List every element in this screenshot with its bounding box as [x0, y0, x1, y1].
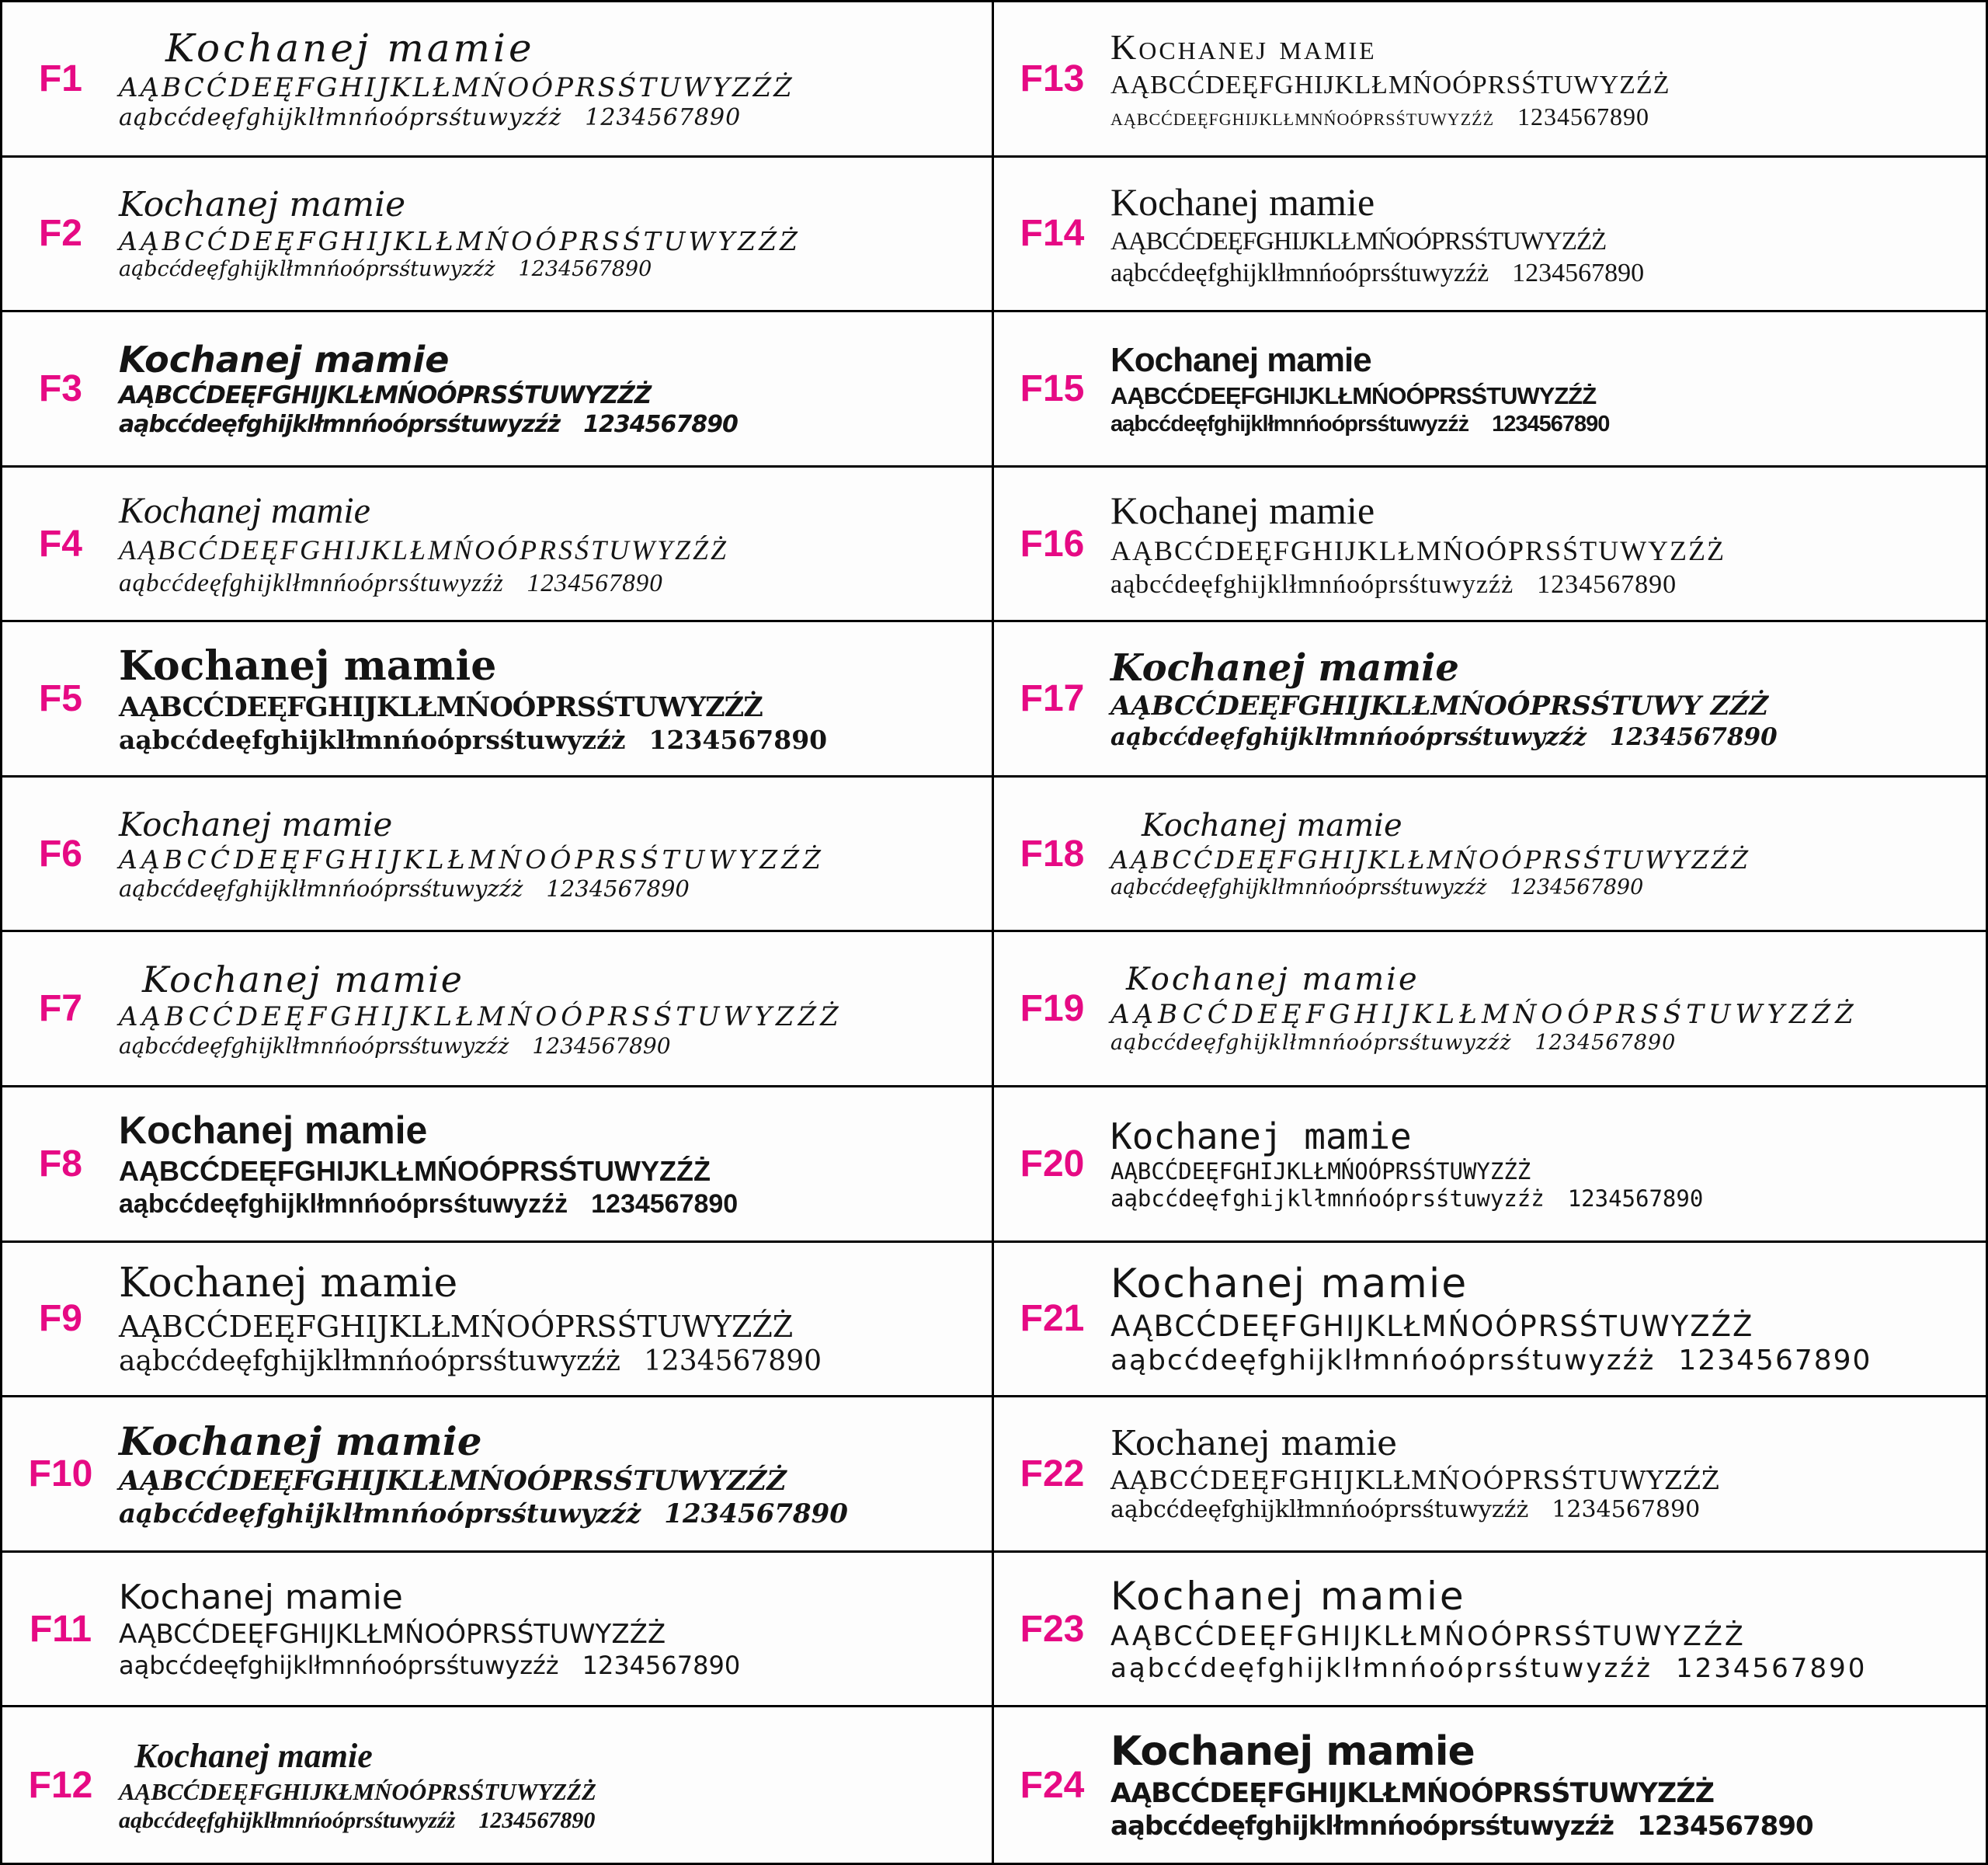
font-sample	[1110, 807, 1750, 901]
digits: 1234567890	[1637, 1810, 1813, 1842]
font-sample-cell-f8	[2, 1087, 994, 1243]
font-sample	[1110, 1573, 1867, 1686]
uppercase-alphabet: AĄBCĆDEĘFGHIJKLŁMŃOÓPRSŚTUWYZŹŻ	[119, 691, 763, 723]
uppercase-alphabet: AĄBCĆDEĘFGHIJKLŁMŃOÓPRSŚTUWYZŹŻ	[119, 71, 794, 103]
lowercase-line	[1110, 1031, 1858, 1056]
lowercase-line	[119, 725, 827, 756]
font-sample-cell-f3	[2, 312, 994, 468]
sample-title: Kochanej mamie	[1110, 645, 1459, 690]
font-sample	[1110, 179, 1644, 290]
lowercase-line	[1110, 257, 1644, 289]
sample-title: Kochanej mamie	[119, 339, 450, 381]
font-sample	[119, 642, 827, 755]
font-id-label: F11	[29, 1608, 92, 1650]
sample-title: Kochanej mamie	[119, 1578, 403, 1618]
font-sample-cell-f1	[2, 2, 994, 158]
lowercase-line	[119, 568, 728, 599]
uppercase-alphabet: AĄBCĆDEĘFGHIJKLŁMŃOÓPRSŚTUWYZŹŻ	[1110, 998, 1858, 1030]
digits: 1234567890	[582, 1651, 741, 1681]
font-id-label: F19	[1020, 988, 1085, 1030]
digits: 1234567890	[1512, 258, 1645, 287]
font-id-label: F5	[38, 678, 82, 720]
lowercase-line	[1110, 1653, 1867, 1685]
lowercase-alphabet: aąbcćdeęfghijklłmnńoóprsśtuwyzźż	[1110, 1653, 1653, 1685]
lowercase-alphabet: aąbcćdeęfghijklłmnńoóprsśtuwyzźż	[119, 1033, 509, 1060]
uppercase-alphabet: AĄBCĆDEĘFGHIJKLŁMŃOÓPRSŚTUWYZŹŻ	[119, 844, 825, 875]
font-id-label: F14	[1020, 213, 1085, 255]
font-sample	[1110, 961, 1858, 1056]
font-id-label: F20	[1020, 1143, 1085, 1185]
sample-title: Kochanej mamie	[1110, 1260, 1468, 1307]
lowercase-alphabet: aąbcćdeęfghijklłmnńoóprsśtuwyzźż	[1110, 722, 1587, 751]
uppercase-alphabet: AĄBCĆDEĘFGHIJKŁMŃOÓPRSŚTUWYZŹŻ	[119, 1777, 596, 1805]
sample-title: Kochanej mamie	[1110, 1728, 1475, 1776]
uppercase-alphabet: AĄBCĆDEĘFGHIJKLŁMŃOÓPRSŚTUWYZŹŻ	[1110, 534, 1726, 566]
uppercase-alphabet: AĄBCĆDEĘFGHIJKLŁMŃOÓPRSŚTUWY ZŹŻ	[1110, 691, 1769, 722]
lowercase-line	[1110, 1185, 1703, 1213]
digits: 1234567890	[1567, 1185, 1704, 1213]
font-id-label: F4	[38, 523, 82, 565]
font-id-label: F15	[1020, 367, 1085, 409]
font-id-label: F6	[38, 833, 82, 875]
lowercase-line	[119, 104, 794, 133]
uppercase-alphabet: AĄBCĆDEĘFGHIJKLŁMŃOÓPRSŚTUWYZŹŻ	[1110, 1158, 1531, 1185]
lowercase-line	[119, 1345, 822, 1379]
lowercase-line	[119, 411, 738, 440]
sample-title: Kochanej mamie	[1110, 1573, 1466, 1619]
lowercase-alphabet: aąbcćdeęfghijklłmnńoóprsśtuwyzźż	[119, 1345, 620, 1377]
font-id-label: F18	[1020, 833, 1085, 875]
sample-title: Kochanej mamie	[1126, 962, 1420, 998]
digits: 1234567890	[1510, 875, 1644, 899]
lowercase-line	[119, 257, 801, 283]
font-sample	[1110, 1423, 1720, 1525]
lowercase-line	[1110, 1344, 1872, 1378]
lowercase-alphabet: aąbcćdeęfghijklłmnńoóprsśtuwyzźż	[119, 104, 562, 132]
lowercase-alphabet: aąbcćdeęfghijklłmnńoóprsśtuwyzźż	[119, 875, 523, 903]
font-sample	[1110, 1728, 1813, 1842]
font-id-label: F12	[28, 1764, 93, 1806]
font-sample	[119, 805, 825, 903]
font-sample-cell-f5	[2, 622, 994, 778]
lowercase-line	[1110, 1496, 1720, 1525]
font-sample-cell-f9	[2, 1243, 994, 1398]
font-sample	[119, 1735, 596, 1835]
lowercase-alphabet: aąbcćdeęfghijklłmnńoóprsśtuwyzźż	[119, 257, 495, 282]
font-sample-cell-f16	[994, 468, 1986, 623]
lowercase-alphabet: aąbcćdeęfghijklłmnńoóprsśtuwyzźż	[1110, 875, 1487, 899]
font-sample	[1110, 645, 1778, 753]
font-sample-cell-f15	[994, 312, 1986, 468]
font-sample-cell-f24	[994, 1707, 1986, 1863]
digits: 1234567890	[527, 569, 663, 598]
font-sample	[119, 25, 794, 133]
digits: 1234567890	[591, 1189, 739, 1220]
lowercase-alphabet: aąbcćdeęfghijklłmnńoóprsśtuwyzźż	[1110, 258, 1489, 287]
digits: 1234567890	[648, 724, 828, 755]
lowercase-line	[119, 1651, 740, 1681]
uppercase-alphabet: AĄBCĆDEĘFGHIJKLŁMŃOÓPRSŚTUWYZŹŻ	[119, 1618, 666, 1650]
uppercase-alphabet: AĄBCĆDEĘFGHIJKLŁMŃOÓPRSŚTUWYZŹŻ	[1110, 71, 1670, 100]
font-id-label: F8	[38, 1143, 82, 1185]
font-sample	[1110, 1260, 1872, 1378]
font-sample-cell-f20	[994, 1087, 1986, 1243]
font-sample-cell-f23	[994, 1553, 1986, 1708]
font-sample	[1110, 1115, 1703, 1213]
font-sample-cell-f7	[2, 932, 994, 1087]
lowercase-line	[1110, 1811, 1813, 1842]
lowercase-alphabet: aąbcćdeęfghijklłmnńoóprsśtuwyzźż	[1110, 1810, 1614, 1842]
lowercase-alphabet: aąbcćdeęfghijklłmnńoóprsśtuwyzźż	[119, 1807, 456, 1833]
font-id-label: F7	[38, 988, 82, 1030]
font-id-label: F16	[1020, 523, 1085, 565]
lowercase-line	[119, 875, 825, 903]
font-sample	[1110, 487, 1726, 600]
lowercase-line	[119, 1498, 848, 1530]
font-sample-cell-f14	[994, 158, 1986, 313]
lowercase-line	[119, 1807, 596, 1835]
font-sample-cell-f21	[994, 1243, 1986, 1398]
font-sample	[119, 489, 728, 600]
uppercase-alphabet: AĄBCĆDEĘFGHIJKLŁMŃOÓPRSŚTUWYZŹŻ	[1110, 1310, 1754, 1344]
font-sample-cell-f12	[2, 1707, 994, 1863]
sample-title: Kochanej mamie	[1110, 26, 1377, 67]
uppercase-alphabet: AĄBCĆDEĘFGHIJKLŁMŃOÓPRSŚTUWYZŹŻ	[1110, 1777, 1714, 1809]
uppercase-alphabet: AĄBCĆDEĘFGHIJKLŁMŃOÓPRSŚTUWYZŹŻ	[119, 1464, 787, 1497]
sample-title: Kochanej mamie	[134, 1737, 373, 1776]
lowercase-line	[1110, 102, 1670, 132]
sample-title: Kochanej mamie	[1110, 1424, 1398, 1464]
font-sample	[1110, 339, 1609, 438]
lowercase-line	[1110, 411, 1609, 438]
lowercase-alphabet: aąbcćdeęfghijklłmnńoóprsśtuwyzźż	[1110, 1185, 1545, 1213]
digits: 1234567890	[1552, 1496, 1701, 1524]
lowercase-alphabet: aąbcćdeęfghijklłmnńoóprsśtuwyzźż	[119, 411, 561, 439]
lowercase-alphabet: aąbcćdeęfghijklłmnńoóprsśtuwyzźż	[1110, 102, 1495, 130]
lowercase-alphabet: aąbcćdeęfghijklłmnńoóprsśtuwyzźż	[119, 724, 626, 755]
font-id-label: F9	[38, 1298, 82, 1340]
digits: 1234567890	[1492, 411, 1610, 437]
sample-title: Kochanej mamie	[119, 1108, 428, 1153]
uppercase-alphabet: AĄBCĆDEĘFGHIJKLŁMŃOÓPRSŚTUWYZŹŻ	[119, 1155, 711, 1188]
font-id-label: F2	[38, 213, 82, 255]
lowercase-alphabet: aąbcćdeęfghijklłmnńoóprsśtuwyzźż	[119, 1651, 559, 1681]
digits: 1234567890	[1609, 722, 1778, 751]
sample-title: Kochanej mamie	[119, 185, 406, 225]
font-sample-cell-f22	[994, 1397, 1986, 1553]
uppercase-alphabet: AĄBCĆDEĘFGHIJKLŁMŃOÓPRSŚTUWYZŹŻ	[1110, 1620, 1746, 1652]
sample-title: Kochanej mamie	[1110, 341, 1371, 380]
lowercase-line	[119, 1033, 843, 1060]
digits: 1234567890	[1534, 1031, 1677, 1056]
font-sample	[119, 1259, 822, 1379]
digits: 1234567890	[1676, 1653, 1868, 1685]
font-sample-cell-f19	[994, 932, 1986, 1087]
font-sample	[119, 958, 843, 1060]
font-sample	[119, 1418, 848, 1530]
uppercase-alphabet: AĄBCĆDEĘFGHIJKLŁMŃOÓPRSŚTUWYZŹŻ	[1110, 381, 1597, 409]
lowercase-alphabet: aąbcćdeęfghijklłmnńoóprsśtuwyzźż	[1110, 1345, 1656, 1377]
font-id-label: F21	[1020, 1298, 1085, 1340]
digits: 1234567890	[546, 875, 690, 903]
lowercase-alphabet: aąbcćdeęfghijklłmnńoóprsśtuwyzźż	[119, 569, 504, 598]
lowercase-alphabet: aąbcćdeęfghijklłmnńoóprsśtuwyzźż	[1110, 1031, 1512, 1056]
sample-title: Kochanej mamie	[119, 489, 370, 531]
lowercase-alphabet: aąbcćdeęfghijklłmnńoóprsśtuwyzźż	[1110, 569, 1514, 599]
font-id-label: F1	[38, 57, 82, 99]
uppercase-alphabet: AĄBCĆDEĘFGHIJKLŁMŃOÓPRSŚTUWYZŹŻ	[119, 534, 729, 566]
uppercase-alphabet: AĄBCĆDEĘFGHIJKLŁMŃOÓPRSŚTUWYZŹŻ	[119, 381, 652, 410]
uppercase-alphabet: AĄBCĆDEĘFGHIJKLŁMŃOÓPRSŚTUWYZŹŻ	[1110, 227, 1607, 256]
font-sample-cell-f10	[2, 1397, 994, 1553]
uppercase-alphabet: AĄBCĆDEĘFGHIJKLŁMŃOÓPRSŚTUWYZŹŻ	[1110, 1464, 1720, 1495]
font-id-label: F13	[1020, 57, 1085, 99]
digits: 1234567890	[1678, 1345, 1872, 1377]
sample-title: Kochanej mamie	[165, 25, 535, 71]
digits: 1234567890	[1537, 569, 1677, 599]
font-sample-cell-f2	[2, 158, 994, 313]
uppercase-alphabet: AĄBCĆDEĘFGHIJKLŁMŃOÓPRSŚTUWYZŹŻ	[119, 1001, 843, 1033]
font-id-label: F22	[1020, 1453, 1085, 1495]
lowercase-alphabet: aąbcćdeęfghijklłmnńoóprsśtuwyzźż	[1110, 411, 1469, 437]
font-sample	[119, 184, 801, 283]
font-sample-cell-f18	[994, 778, 1986, 933]
lowercase-line	[1110, 723, 1778, 753]
sample-title: Kochanej mamie	[1110, 179, 1375, 224]
digits: 1234567890	[478, 1807, 596, 1833]
sample-title: Kochanej mamie	[1110, 1115, 1412, 1157]
font-sample	[119, 1577, 740, 1681]
font-sample	[1110, 26, 1670, 132]
sample-title: Kochanej mamie	[142, 958, 464, 1000]
font-sample-cell-f4	[2, 468, 994, 623]
uppercase-alphabet: AĄBCĆDEĘFGHIJKLŁMŃOÓPRSŚTUWYZŹŻ	[119, 226, 801, 257]
digits: 1234567890	[1517, 102, 1650, 130]
font-sample	[119, 338, 738, 440]
font-sample-cell-f13	[994, 2, 1986, 158]
digits: 1234567890	[532, 1033, 671, 1060]
font-id-label: F17	[1020, 678, 1085, 720]
sample-title: Kochanej mamie	[119, 1260, 458, 1307]
font-sample-cell-f11	[2, 1553, 994, 1708]
sample-title: Kochanej mamie	[1142, 807, 1402, 844]
digits: 1234567890	[664, 1498, 848, 1529]
sample-title: Kochanej mamie	[119, 805, 393, 844]
sample-title: Kochanej mamie	[119, 1418, 482, 1464]
digits: 1234567890	[583, 411, 738, 439]
font-sample-cell-f17	[994, 622, 1986, 778]
font-id-label: F24	[1020, 1764, 1085, 1806]
lowercase-line	[1110, 875, 1750, 901]
sample-title: Kochanej mamie	[1110, 488, 1375, 532]
uppercase-alphabet: AĄBCĆDEĘFGHIJKLŁMŃOÓPRSŚTUWYZŹŻ	[119, 1309, 794, 1344]
lowercase-alphabet: aąbcćdeęfghijklłmnńoóprsśtuwyzźż	[1110, 1496, 1529, 1524]
sample-title: Kochanej mamie	[119, 642, 497, 691]
digits: 1234567890	[518, 257, 652, 282]
digits: 1234567890	[643, 1345, 822, 1377]
lowercase-line	[119, 1188, 738, 1220]
uppercase-alphabet: AĄBCĆDEĘFGHIJKLŁMŃOÓPRSŚTUWYZŹŻ	[1110, 844, 1751, 875]
font-id-label: F23	[1020, 1608, 1085, 1650]
font-id-label: F3	[38, 367, 82, 409]
digits: 1234567890	[585, 104, 742, 132]
lowercase-alphabet: aąbcćdeęfghijklłmnńoóprsśtuwyzźż	[119, 1189, 568, 1220]
lowercase-alphabet: aąbcćdeęfghijklłmnńoóprsśtuwyzźż	[119, 1498, 641, 1529]
font-sample	[119, 1107, 738, 1220]
font-id-label: F10	[28, 1453, 93, 1495]
lowercase-line	[1110, 569, 1726, 600]
font-sample-cell-f6	[2, 778, 994, 933]
